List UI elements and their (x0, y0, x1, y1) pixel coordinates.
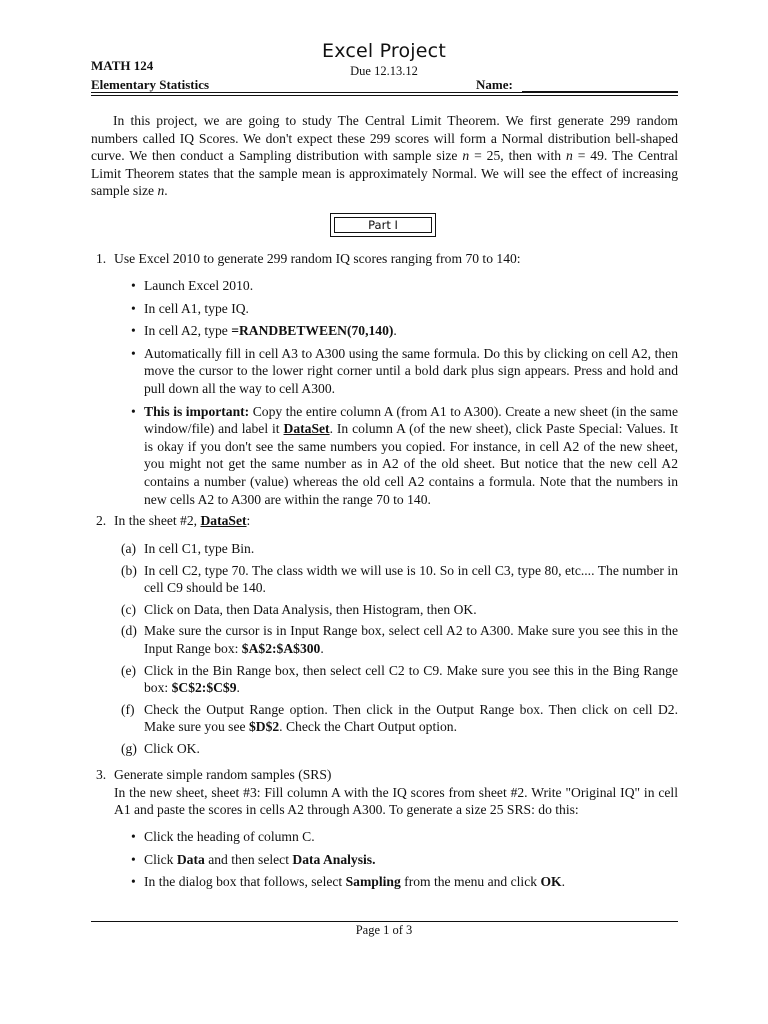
item1-bullets (131, 277, 678, 508)
list-item: (b) In cell C2, type 70. The class width we will use is 10. So in cell C3, type 80, etc.... The number in cell C9 should be 140. (121, 562, 678, 596)
item-text: Generate simple random samples (SRS) In the new sheet, sheet #3: Fill column A with the IQ scores from sheet #2. Write "Original IQ" in cell A1 and paste the scores in cells A2 through A300. To generate a size 25 SRS: do this: (114, 767, 678, 818)
item-number: 3. (96, 767, 107, 782)
header-rule-double (91, 95, 678, 96)
item2-steps (121, 540, 678, 758)
part-heading-box (330, 213, 436, 237)
document-title: Excel Project (322, 40, 446, 62)
list-item: (d) Make sure the cursor is in Input Range box, select cell A2 to A300. Make sure you see this in the Input Range box: $A$2:$A$300. (121, 623, 678, 656)
page-number: Page 1 of 3 (355, 923, 413, 937)
list-item: • In the dialog box that follows, select Sampling from the menu and click OK. (131, 873, 678, 891)
item3-bullets (131, 828, 678, 891)
list-item: • In cell A2, type =RANDBETWEEN(70,140). (131, 322, 678, 340)
name-label: Name: (476, 77, 513, 92)
item-number: 2. (96, 513, 107, 528)
list-item: (g) Click OK. (121, 740, 200, 756)
list-item: (c) Click on Data, then Data Analysis, then Histogram, then OK. (121, 601, 477, 617)
list-item: • Click Data and then select Data Analysis. (131, 851, 678, 869)
list-item: • Automatically fill in cell A3 to A300 using the same formula. Do this by clicking on cell A2, then move the cursor to the lower right corner until a bold dark plus sign appears. Press and hold and pull down all the way to cell A300. (131, 345, 678, 398)
footer-rule (91, 921, 678, 922)
item-number: 1. (96, 251, 107, 266)
intro-paragraph: In this project, we are going to study The Central Limit Theorem. We first generate 299 random numbers called IQ Scores. We don't expect these 299 scores will form a Normal distribution bell-shaped curve. We then conduct a Sampling distribution with sample size n = 25, then with n = 49. The Central Limit Theorem states that the sample mean is approximately Normal. We will see the effect of increasing sample size n. (91, 113, 679, 199)
item-text: Use Excel 2010 to generate 299 random IQ scores ranging from 70 to 140: (114, 251, 521, 266)
list-item: • In cell A1, type IQ. (131, 300, 678, 318)
header-rule (91, 92, 678, 93)
list-item: (a) In cell C1, type Bin. (121, 541, 255, 556)
part-heading: Part I (334, 217, 432, 233)
list-item: (e) Click in the Bin Range box, then select cell C2 to C9. Make sure you see this in the Bing Range box: $C$2:$C$9. (121, 662, 678, 696)
course-name: Elementary Statistics (91, 77, 210, 92)
list-item: • This is important: Copy the entire column A (from A1 to A300). Create a new sheet (in the same window/file) and label it DataSet. In column A (of the new sheet), click Paste Special: Values. It is okay if you don't see the same numbers you copied. For instance, in cell A2 of the new sheet, you might not get the same number as in A2 of the old sheet. But notice that the new cell A2 contains a number (value) whereas the old cell A2 contains a formula. Note that the numbers in new cells A2 to A300 are within the range 70 to 140. (131, 403, 678, 509)
list-item: (f) Check the Output Range option. Then click in the Output Range box. Then click on cell D2. Make sure you see $D$2. Check the Chart Output option. (121, 701, 678, 735)
list-item: • Launch Excel 2010. (131, 277, 678, 295)
due-date: Due 12.13.12 (350, 64, 418, 78)
item-text: In the sheet #2, DataSet: (114, 513, 251, 528)
course-code: MATH 124 (91, 58, 154, 73)
list-item: • Click the heading of column C. (131, 828, 678, 846)
